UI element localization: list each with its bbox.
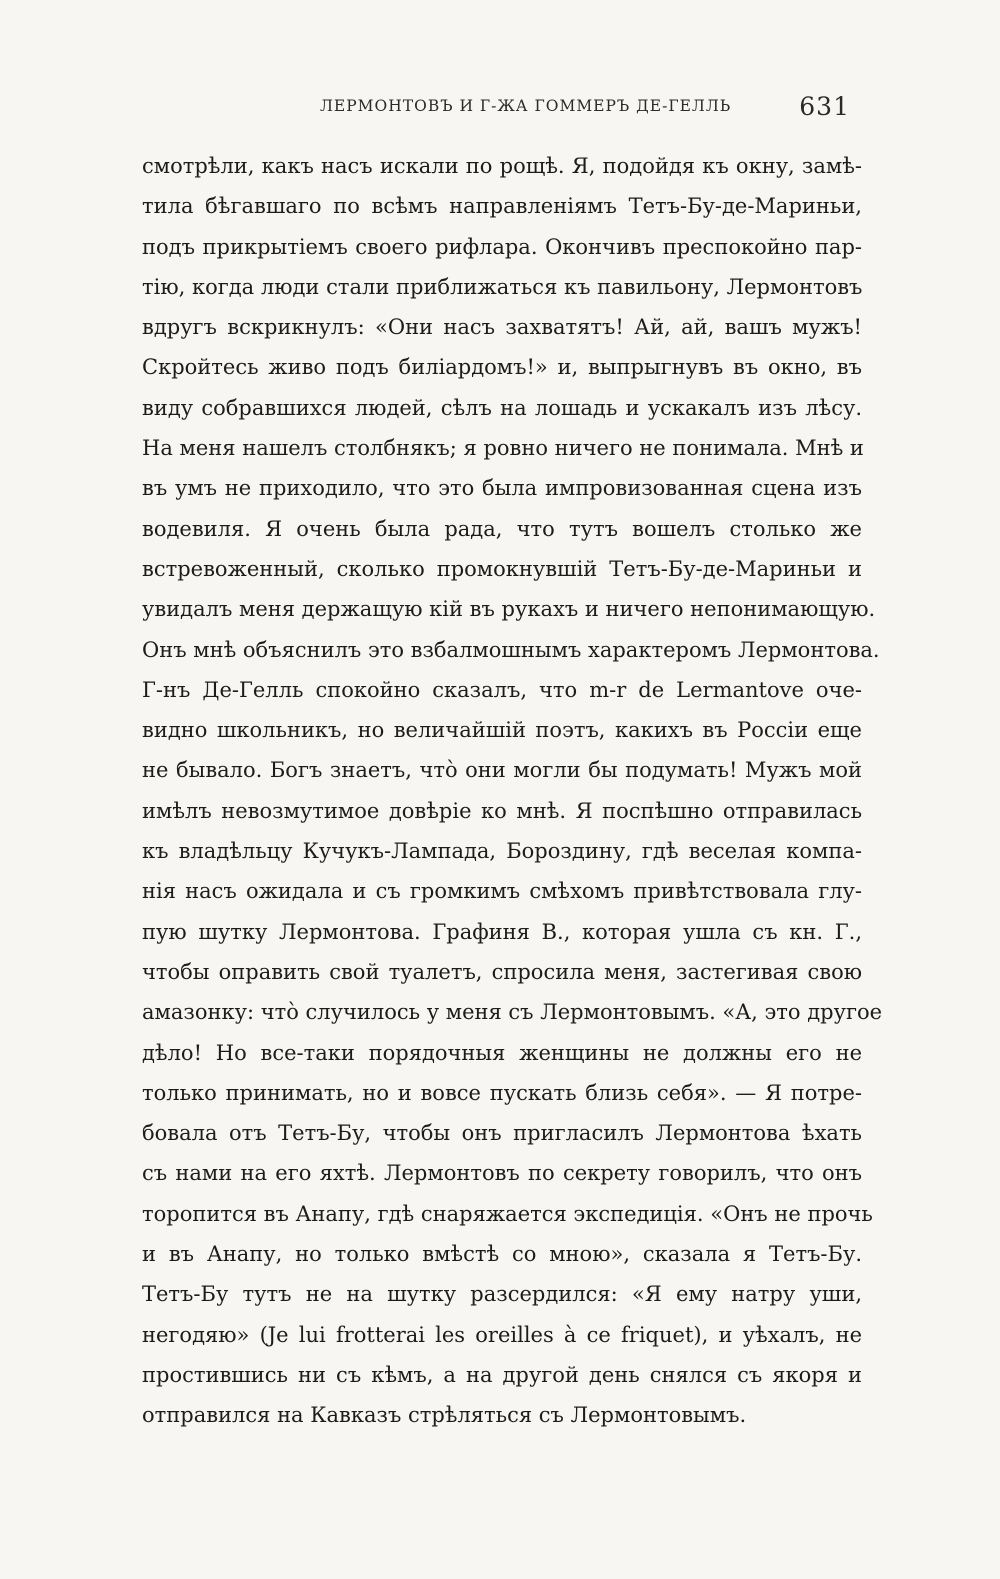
text-line: только принимать, но и вовсе пускать близь себя». — Я потре- (142, 1080, 862, 1105)
text-line: видно школьникъ, но величайшій поэтъ, какихъ въ Россіи еще (142, 718, 862, 743)
text-line: Г-нъ Де-Гелль спокойно сказалъ, что m-r de Lermantove оче- (142, 677, 862, 702)
text-line: амазонку: что̀ случилось у меня съ Лермонтовымъ. «А, это другое (142, 1000, 883, 1025)
text-line: торопится въ Анапу, гдѣ снаряжается экспедиція. «Онъ не прочь (142, 1201, 873, 1226)
text-line: тію, когда люди стали приближаться къ павильону, Лермонтовъ (142, 274, 863, 299)
text-line: Скройтесь живо подъ биліардомъ!» и, выпрыгнувъ въ окно, въ (142, 355, 862, 380)
text-line: встревоженный, сколько промокнувшій Тетъ-Бу-де-Мариньи и (142, 556, 862, 581)
text-line: тила бѣгавшаго по всѣмъ направленіямъ Тетъ-Бу-де-Мариньи, (142, 194, 862, 219)
text-line: нія насъ ожидала и съ громкимъ смѣхомъ привѣтствовала глу- (142, 879, 862, 904)
text-line: На меня нашелъ столбнякъ; я ровно ничего не понимала. Мнѣ и (142, 436, 864, 461)
text-line: Онъ мнѣ объяснилъ это взбалмошнымъ характеромъ Лермонтова. (142, 637, 880, 662)
text-line: чтобы оправить свой туалетъ, спросила меня, застегивая свою (142, 959, 862, 984)
running-title: ЛЕРМОНТОВЪ И Г-ЖА ГОММЕРЪ ДЕ-ГЕЛЛЬ (320, 97, 732, 115)
text-line: виду собравшихся людей, сѣлъ на лошадь и ускакалъ изъ лѣсу. (142, 395, 862, 420)
text-line: и въ Анапу, но только вмѣстѣ со мною», сказала я Тетъ-Бу. (142, 1242, 862, 1267)
text-line: имѣлъ невозмутимое довѣріе ко мнѣ. Я поспѣшно отправилась (142, 798, 862, 823)
text-line: негодяю» (Je lui frotterai les oreilles à ce friquet), и уѣхалъ, не (142, 1322, 862, 1347)
text-line: въ умъ не приходило, что это была импровизованная сцена изъ (142, 476, 862, 501)
text-line: вдругъ вскрикнулъ: «Они насъ захватятъ! Ай, ай, вашъ мужъ! (142, 315, 862, 340)
text-line: увидалъ меня держащую кій въ рукахъ и ничего непонимающую. (142, 597, 876, 622)
page-number: 631 (799, 92, 850, 121)
text-line: съ нами на его яхтѣ. Лермонтовъ по секрету говорилъ, что онъ (142, 1161, 862, 1186)
text-line: дѣло! Но все-таки порядочныя женщины не должны его не (142, 1040, 862, 1065)
running-head (300, 92, 850, 132)
text-line: отправился на Кавказъ стрѣляться съ Лермонтовымъ. (142, 1403, 747, 1428)
text-line: простившись ни съ кѣмъ, а на другой день снялся съ якоря и (142, 1362, 862, 1387)
text-line: пую шутку Лермонтова. Графиня В., которая ушла съ кн. Г., (142, 919, 862, 944)
text-line: не бывало. Богъ знаетъ, что̀ они могли бы подумать! Мужъ мой (142, 758, 862, 783)
text-line: подъ прикрытіемъ своего рифлара. Окончивъ преспокойно пар- (142, 234, 862, 259)
text-line: къ владѣльцу Кучукъ-Лампада, Бороздину, гдѣ веселая компа- (142, 839, 862, 864)
text-line: водевиля. Я очень была рада, что тутъ вошелъ столько же (142, 516, 862, 541)
text-line: бовала отъ Тетъ-Бу, чтобы онъ пригласилъ Лермонтова ѣхать (142, 1121, 862, 1146)
text-line: Тетъ-Бу тутъ не на шутку разсердился: «Я ему натру уши, (142, 1282, 862, 1307)
text-line: смотрѣли, какъ насъ искали по рощѣ. Я, подойдя къ окну, замѣ- (142, 154, 862, 178)
body-text (142, 146, 883, 1436)
